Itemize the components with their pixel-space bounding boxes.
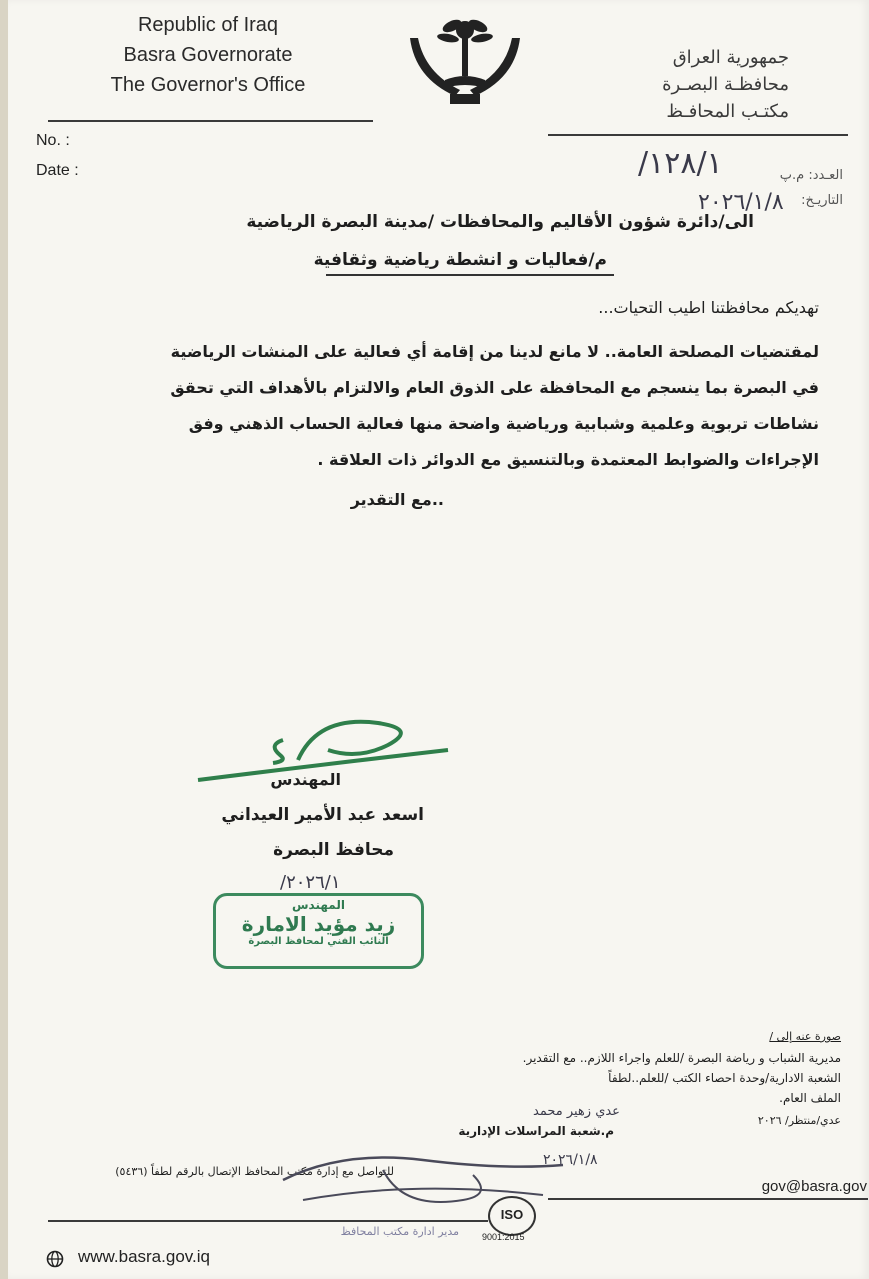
body-line-4: الإجراءات والضوابط المعتمدة وبالتنسيق مع الدوائر ذات العلاقة . — [317, 450, 819, 469]
ar-date-value: ٢٠٢٦/١/٨ — [698, 190, 784, 215]
body-line-3: نشاطات تربوية وعلمية وشبابية ورياضية واضحة منها فعالية الحساب الذهني وفق — [188, 414, 819, 433]
footer-email[interactable]: gov@basra.gov — [761, 1178, 867, 1195]
signer-position: محافظ البصرة — [273, 840, 394, 860]
footer-website[interactable]: www.basra.gov.iq — [78, 1247, 210, 1266]
letter-page — [8, 0, 869, 1279]
ar-number-label: العـدد: م.پ — [779, 168, 843, 183]
palm-emblem-icon — [400, 8, 530, 108]
signature-date: ٢٠٢٦/١/ — [280, 872, 341, 893]
closing-line: ..مع التقدير — [350, 490, 444, 509]
header-ar-line-1: جمهورية العراق — [672, 47, 789, 68]
signer-title: المهندس — [270, 770, 341, 789]
letter-body — [39, 334, 819, 478]
copies-list — [523, 1048, 841, 1108]
footer-rule-right — [548, 1198, 868, 1200]
greeting-line: تهديكم محافظتنا اطيب التحيات... — [598, 298, 819, 317]
header-en-line-1: Republic of Iraq — [137, 14, 279, 36]
ar-date-label: التاريـخ: — [801, 193, 843, 208]
signer-name: اسعد عبد الأمير العيداني — [221, 805, 424, 825]
handwritten-clerk-name: عدي زهير محمد — [533, 1104, 620, 1119]
stamp-title: المهندس — [292, 898, 345, 912]
body-line-2: في البصرة بما ينسجم مع المحافظة على الذوق العام والالتزام بالأهداف التي تحقق — [170, 378, 819, 397]
header-en-line-2: Basra Governorate — [123, 44, 293, 66]
subject-line: م/فعاليات و انشطة رياضية وثقافية — [313, 250, 607, 270]
copy-item-3: الملف العام. — [779, 1091, 841, 1105]
iso-label: ISO — [500, 1207, 524, 1222]
stamp-name: زيد مؤيد الامارة — [241, 912, 396, 936]
arabic-header — [569, 44, 789, 125]
footer-rule-left — [48, 1220, 488, 1222]
header-rule-left — [48, 120, 373, 122]
header-en-line-3: The Governor's Office — [110, 74, 306, 96]
copy-item-2: الشعبة الادارية/وحدة احصاء الكتب /للعلم..لطفاً — [608, 1071, 841, 1085]
iso-badge — [488, 1196, 536, 1236]
copy-item-1: مديرية الشباب و رياضة البصرة /للعلم واجراء اللازم.. مع التقدير. — [522, 1051, 841, 1065]
copies-header: صورة عنه إلى / — [769, 1030, 841, 1043]
deputy-stamp — [213, 893, 424, 969]
english-header — [58, 10, 358, 100]
no-label: No. : — [36, 132, 70, 149]
contact-note: للتواصل مع إدارة مكتب المحافظ الإتصال بالرقم لطفاً (٥٤٣٦) — [115, 1165, 394, 1178]
ar-number-value: ١٢٨/١/ — [638, 146, 723, 181]
stamp-role: النائب الفني لمحافظ البصرة — [248, 936, 389, 947]
header-ar-line-3: مكتـب المحافـظ — [666, 101, 789, 122]
header-ar-line-2: محافظـة البصـرة — [662, 74, 789, 95]
date-label: Date : — [36, 162, 79, 179]
director-seal-text: مدير ادارة مكتب المحافظ — [340, 1225, 459, 1238]
handwritten-clerk-date: ٢٠٢٦/١/٨ — [543, 1152, 598, 1168]
body-line-1: لمقتضيات المصلحة العامة.. لا مانع لدينا من إقامة أي فعالية على المنشات الرياضية — [170, 342, 819, 361]
globe-icon — [46, 1250, 64, 1268]
copies-ref: عدي/منتظر/ ٢٠٢٦ — [757, 1114, 841, 1127]
addressee-line: الى/دائرة شؤون الأقاليم والمحافظات /مدينة البصرة الرياضية — [246, 212, 754, 232]
subject-underline — [326, 274, 614, 276]
iso-number: 9001:2015 — [482, 1232, 525, 1242]
handwritten-dept: م.شعبة المراسلات الإدارية — [458, 1124, 614, 1138]
header-rule-right — [548, 134, 848, 136]
